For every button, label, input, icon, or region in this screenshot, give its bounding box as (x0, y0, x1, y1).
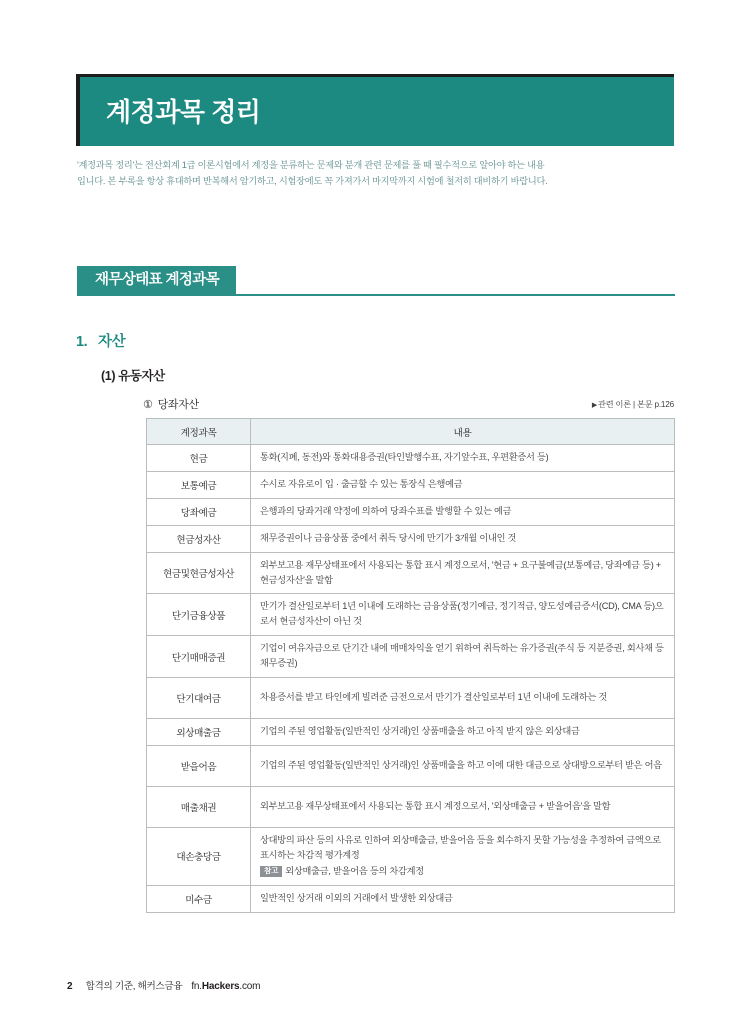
table-cell-account-title: 현금및현금성자산 (147, 552, 251, 594)
heading-level-2: (1) 유동자산 (101, 369, 165, 383)
table-row (147, 594, 675, 636)
intro-paragraph (77, 157, 675, 189)
description-text: 기업의 주된 영업활동(일반적인 상거래)인 상품매출을 하고 아직 받지 않은 외상대금 (260, 726, 580, 737)
footer-slogan: 합격의 기준, 해커스금융 (85, 981, 183, 992)
table-cell-account-title: 단기대여금 (147, 678, 251, 719)
title-banner (76, 74, 674, 146)
table-header-row (147, 419, 675, 445)
description-text: 만기가 결산일로부터 1년 이내에 도래하는 금융상품(정기예금, 정기적금, 양도성예금증서(CD), CMA 등)으로서 현금성자산이 아닌 것 (260, 601, 664, 627)
table-row (147, 678, 675, 719)
table-header-account: 계정과목 (147, 419, 251, 445)
table-row (147, 786, 675, 827)
heading-level-1-text: 자산 (98, 334, 126, 350)
table-cell-description (251, 678, 675, 719)
circled-number-icon: ① (143, 399, 153, 411)
table-cell-description (251, 827, 675, 885)
account-titles-table (146, 418, 675, 913)
table-cell-account-title: 당좌예금 (147, 498, 251, 525)
intro-line-1: '계정과목 정리'는 전산회계 1급 이론시험에서 계정을 분류하는 문제와 분개 관련 문제를 풀 때 필수적으로 알아야 하는 내용 (77, 160, 545, 170)
note-text: 외상매출금, 받을어음 등의 차감계정 (285, 865, 424, 876)
table-cell-description (251, 552, 675, 594)
description-note (260, 864, 665, 879)
description-text: 외부보고용 재무상태표에서 사용되는 통합 표시 계정으로서, '외상매출금 + 받을어음'을 말함 (260, 801, 611, 812)
table-row (147, 445, 675, 472)
table-row (147, 471, 675, 498)
heading-level-3-text: 당좌자산 (157, 399, 199, 411)
table-cell-description (251, 745, 675, 786)
footer-brand-prefix: fn. (191, 981, 202, 992)
table-cell-account-title: 매출채권 (147, 786, 251, 827)
page-footer (67, 978, 260, 992)
description-text: 일반적인 상거래 이외의 거래에서 발생한 외상대금 (260, 892, 453, 903)
section-header-label: 재무상태표 계정과목 (95, 271, 220, 288)
footer-brand-main: Hackers (201, 981, 240, 992)
table-body (147, 445, 675, 913)
table-head (147, 419, 675, 445)
description-text: 채무증권이나 금융상품 중에서 취득 당시에 만기가 3개월 이내인 것 (260, 532, 517, 543)
table-row (147, 827, 675, 885)
description-text: 기업의 주된 영업활동(일반적인 상거래)인 상품매출을 하고 이에 대한 대금으로 상대방으로부터 받은 어음 (260, 760, 662, 771)
table-cell-account-title: 보통예금 (147, 471, 251, 498)
table-cell-account-title: 대손충당금 (147, 827, 251, 885)
table-cell-description (251, 525, 675, 552)
table-cell-description (251, 471, 675, 498)
description-text: 기업이 여유자금으로 단기간 내에 매매차익을 얻기 위하여 취득하는 유가증권(주식 등 지분증권, 회사채 등 채무증권) (260, 643, 664, 669)
table-cell-account-title: 현금성자산 (147, 525, 251, 552)
table-cell-description (251, 445, 675, 472)
table-row (147, 498, 675, 525)
table-row (147, 745, 675, 786)
description-text: 차용증서를 받고 타인에게 빌려준 금전으로서 만기가 결산일로부터 1년 이내에 도래하는 것 (260, 692, 608, 703)
table-cell-description (251, 885, 675, 912)
heading-level-1 (76, 330, 125, 351)
table-cell-account-title: 미수금 (147, 885, 251, 912)
table-cell-description (251, 498, 675, 525)
table-row (147, 552, 675, 594)
table-row (147, 719, 675, 746)
description-text: 은행과의 당좌거래 약정에 의하여 당좌수표를 발행할 수 있는 예금 (260, 505, 512, 516)
table-cell-account-title: 단기매매증권 (147, 636, 251, 678)
table-cell-description (251, 636, 675, 678)
section-header-tab (77, 266, 236, 294)
table-cell-description (251, 719, 675, 746)
reference-note-text: 관련 이론 | 본문 p.126 (598, 400, 674, 409)
table-cell-account-title: 현금 (147, 445, 251, 472)
table-row (147, 885, 675, 912)
title-banner-body (80, 77, 674, 146)
table-cell-description (251, 594, 675, 636)
section-header (77, 266, 675, 296)
table-cell-account-title: 받을어음 (147, 745, 251, 786)
footer-brand (191, 981, 260, 992)
table-header-description: 내용 (251, 419, 675, 445)
section-header-rule (77, 294, 675, 296)
footer-page-number: 2 (67, 981, 73, 992)
description-text: 상대방의 파산 등의 사유로 인하여 외상매출금, 받을어음 등을 회수하지 못할 가능성을 추정하여 금액으로 표시하는 차감적 평가계정 (260, 834, 661, 860)
heading-level-3 (143, 396, 199, 412)
table-row (147, 636, 675, 678)
table-cell-account-title: 단기금융상품 (147, 594, 251, 636)
footer-brand-suffix: .com (239, 981, 261, 992)
reference-note (592, 399, 674, 410)
triangle-right-icon: ▶ (591, 402, 598, 409)
page-title: 계정과목 정리 (106, 96, 261, 127)
intro-line-2: 입니다. 본 부록을 항상 휴대하며 반복해서 암기하고, 시험장에도 꼭 가져가서 마지막까지 시험에 철저히 대비하기 바랍니다. (77, 176, 548, 187)
table-cell-description (251, 786, 675, 827)
table-row (147, 525, 675, 552)
description-text: 외부보고용 재무상태표에서 사용되는 통합 표시 계정으로서, '현금 + 요구불예금(보통예금, 당좌예금 등) + 현금성자산'을 말함 (260, 559, 661, 585)
note-badge: 참고 (260, 866, 282, 877)
table-cell-account-title: 외상매출금 (147, 719, 251, 746)
description-text: 통화(지폐, 동전)와 통화대용증권(타인발행수표, 자기앞수표, 우편환증서 등) (260, 452, 549, 462)
description-text: 수시로 자유로이 입 · 출금할 수 있는 통장식 은행예금 (260, 478, 463, 489)
heading-level-1-number: 1. (76, 334, 88, 350)
